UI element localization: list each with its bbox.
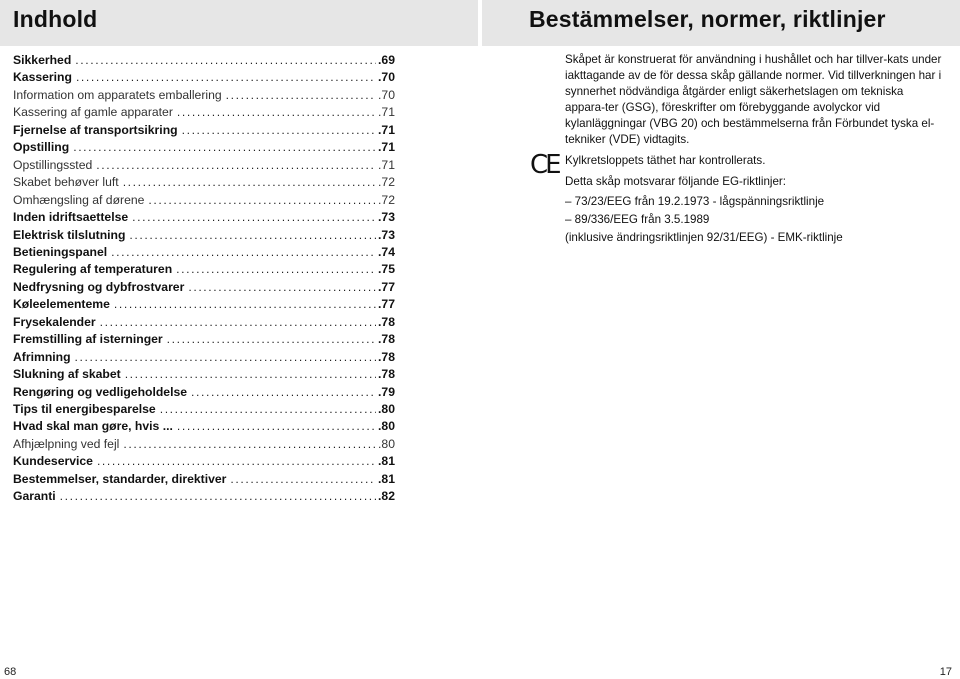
toc-entry-page: .80 <box>378 402 395 416</box>
toc-leader-dots <box>76 69 376 86</box>
toc-entry-label: Skabet behøver luft <box>13 175 119 190</box>
toc-entry-page: .78 <box>378 332 395 347</box>
toc-entry-label: Garanti <box>13 489 56 504</box>
toc-entry-label: Opstillingssted <box>13 157 93 172</box>
left-page-number: 68 <box>4 666 17 678</box>
tightness-paragraph: Kylkretsloppets täthet har kontrollerats. <box>565 154 766 167</box>
toc-entry <box>13 471 395 488</box>
toc-entry-page: .71 <box>378 140 395 155</box>
compliance-paragraph: Skåpet är konstruerat för användning i hushållet och har tillver-kats under iakttagande av de för dessa skåp gällande normer. Vid tillverkningen har i synnerhet nödvändiga åtgärder enligt säkerhetslagen om tekniska appara-ter (GSG), föreskrifter om förebyggande avolyckor vid kylanläggningar (VBG 20) och bestämmelserna från Förbundet tyska el-tekniker (VDE) vidtagits. <box>565 53 942 146</box>
toc-entry-label: Afrimning <box>13 349 71 364</box>
toc-entry <box>13 279 395 296</box>
toc-leader-dots <box>167 331 376 348</box>
toc-entry <box>13 87 395 104</box>
toc-entry-page: .80 <box>378 419 395 434</box>
toc-entry-label: Inden idriftsaettelse <box>13 210 129 225</box>
toc-entry-page: .70 <box>378 70 395 85</box>
toc-entry <box>13 52 395 69</box>
regulations-text <box>565 52 945 246</box>
toc-leader-dots <box>111 244 376 261</box>
toc-entry <box>13 157 395 174</box>
toc-entry-label: Slukning af skabet <box>13 367 121 382</box>
toc-entry-page: .77 <box>378 297 395 312</box>
directive-emc-amendment: (inklusive ändringsriktlinjen 92/31/EEG) - EMK-riktlinje <box>565 231 843 244</box>
toc-entry <box>13 384 395 401</box>
toc-entry-page: .71 <box>378 105 395 120</box>
toc-entry-label: Rengøring og vedligeholdelse <box>13 384 188 399</box>
toc-entry-label: Afhjælpning ved fejl <box>13 436 120 451</box>
toc-entry-page: .71 <box>378 157 395 172</box>
toc-entry-page: .70 <box>378 87 395 102</box>
toc-leader-dots <box>191 384 376 401</box>
toc-entry <box>13 366 395 383</box>
toc-entry-label: Omhængsling af dørene <box>13 192 145 207</box>
toc-leader-dots <box>226 87 376 104</box>
toc-entry <box>13 401 395 418</box>
toc-leader-dots <box>188 279 376 296</box>
toc-leader-dots <box>60 488 376 505</box>
toc-leader-dots <box>148 192 376 209</box>
toc-entry <box>13 174 395 191</box>
toc-entry-label: Sikkerhed <box>13 53 72 67</box>
toc-entry-label: Fremstilling af isterninger <box>13 332 163 347</box>
toc-entry-page: .75 <box>378 262 395 277</box>
toc-entry-label: Regulering af temperaturen <box>13 262 173 277</box>
toc-entry <box>13 261 395 278</box>
directives-intro: Detta skåp motsvarar följande EG-riktlinjer: <box>565 175 787 188</box>
toc-entry-page: .78 <box>378 367 395 382</box>
toc-leader-dots <box>132 209 376 226</box>
toc-entry-page: .71 <box>378 122 395 137</box>
toc-entry <box>13 104 395 121</box>
toc-entry <box>13 314 395 331</box>
toc-entry-page: .73 <box>378 227 395 242</box>
right-page-header <box>482 0 960 46</box>
toc-entry-page: .81 <box>378 454 395 469</box>
toc-leader-dots <box>114 296 376 313</box>
left-page-header <box>0 0 478 46</box>
toc-entry <box>13 349 395 366</box>
toc-entry <box>13 436 395 453</box>
right-page-number: 17 <box>939 666 952 678</box>
toc-entry-page: .80 <box>378 436 395 451</box>
toc-entry-label: Elektrisk tilslutning <box>13 227 126 242</box>
toc-entry-label: Fjernelse af transportsikring <box>13 122 178 137</box>
toc-entry <box>13 331 395 348</box>
directive-low-voltage: – 73/23/EEG från 19.2.1973 - lågspänningsriktlinje <box>565 195 825 208</box>
toc-leader-dots <box>97 453 376 470</box>
toc-entry-label: Nedfrysning og dybfrostvarer <box>13 279 185 294</box>
toc-entry <box>13 296 395 313</box>
ce-mark-icon: CE <box>530 150 559 180</box>
toc-entry-label: Køleelementeme <box>13 297 110 312</box>
left-page-title: Indhold <box>13 6 98 32</box>
toc-entry-page: .78 <box>378 349 395 364</box>
toc-entry <box>13 453 395 470</box>
toc-entry <box>13 418 395 435</box>
toc-entry-page: .82 <box>378 489 395 504</box>
toc-leader-dots <box>230 471 376 488</box>
directive-emc: – 89/336/EEG från 3.5.1989 <box>565 213 710 226</box>
toc-entry-page: .78 <box>378 314 395 329</box>
toc-entry-label: Betieningspanel <box>13 244 108 259</box>
toc-leader-dots <box>73 139 376 156</box>
toc-entry-label: Opstilling <box>13 140 70 155</box>
toc-entry <box>13 244 395 261</box>
toc-entry <box>13 227 395 244</box>
toc-leader-dots <box>100 314 376 331</box>
toc-leader-dots <box>75 349 377 366</box>
toc-entry-page: .79 <box>378 384 395 399</box>
toc-entry-page: .72 <box>378 175 395 190</box>
toc-entry <box>13 139 395 156</box>
toc-entry-page: .77 <box>378 279 395 294</box>
toc-leader-dots <box>177 418 376 435</box>
toc-leader-dots <box>160 401 376 418</box>
toc-entry <box>13 209 395 226</box>
toc-entry-label: Information om apparatets emballering <box>13 87 222 102</box>
toc-leader-dots <box>182 122 376 139</box>
toc-leader-dots <box>176 261 376 278</box>
toc-leader-dots <box>75 52 376 69</box>
toc-entry <box>13 192 395 209</box>
toc-leader-dots <box>129 227 376 244</box>
toc-leader-dots <box>96 157 376 174</box>
toc-entry-label: Kundeservice <box>13 454 93 469</box>
toc-entry-page: .81 <box>378 471 395 486</box>
toc-entry-page: .72 <box>378 192 395 207</box>
toc-entry <box>13 122 395 139</box>
toc-entry-label: Kassering af gamle apparater <box>13 105 173 120</box>
toc-entry-page: .69 <box>378 53 395 67</box>
toc-entry-label: Hvad skal man gøre, hvis ... <box>13 419 173 434</box>
toc-entry-page: .74 <box>378 244 395 259</box>
toc-entry-label: Bestemmelser, standarder, direktiver <box>13 471 227 486</box>
toc-entry-label: Frysekalender <box>13 314 96 329</box>
right-page-title: Bestämmelser, normer, riktlinjer <box>529 6 886 32</box>
toc-leader-dots <box>177 104 376 121</box>
toc-leader-dots <box>123 436 376 453</box>
toc-entry <box>13 69 395 86</box>
toc-leader-dots <box>125 366 376 383</box>
toc-leader-dots <box>123 174 376 191</box>
toc-entry-label: Tips til energibesparelse <box>13 402 156 416</box>
toc-entry-label: Kassering <box>13 70 72 85</box>
toc-entry <box>13 488 395 505</box>
toc-entry-page: .73 <box>378 210 395 225</box>
